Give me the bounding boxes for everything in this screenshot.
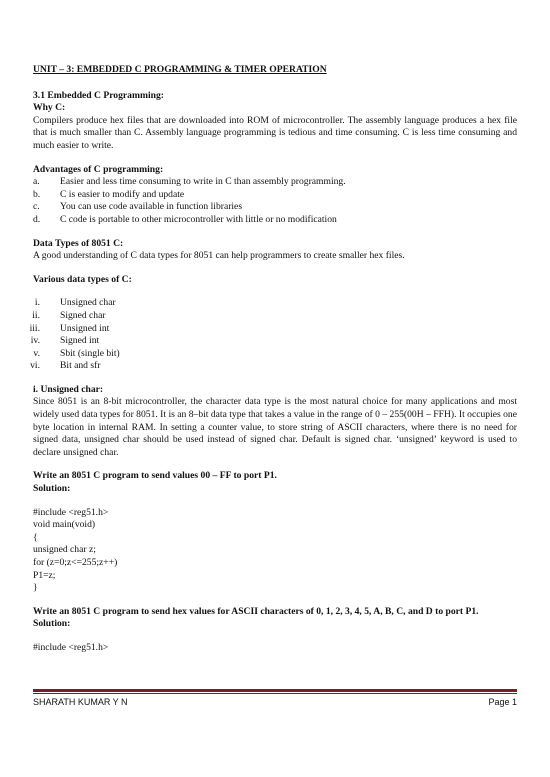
code-line: #include <reg51.h> [33, 506, 109, 518]
section-heading: 3.1 Embedded C Programming: [33, 89, 164, 101]
list-item [33, 176, 517, 189]
advantages-list [33, 176, 517, 226]
list-text: Unsigned char [60, 297, 116, 309]
program1-code [33, 507, 517, 595]
why-c-heading: Why C: [33, 102, 66, 114]
list-item [33, 214, 517, 227]
program1-solution-label: Solution: [33, 483, 71, 495]
list-marker: b. [33, 188, 41, 200]
list-text: Signed int [60, 335, 100, 347]
code-line: } [33, 582, 38, 594]
list-item [33, 297, 517, 310]
advantages-heading: Advantages of C programming: [33, 163, 164, 175]
list-marker: c. [33, 201, 40, 213]
footer-divider [33, 689, 517, 692]
datatypes-list [29, 297, 517, 373]
code-line: for (z=0;z<=255;z++) [33, 557, 118, 568]
list-marker: vi. [30, 360, 40, 372]
list-item [29, 322, 517, 336]
list-text: Easier and less time consuming to write in C than assembly programming. [60, 176, 346, 188]
why-c-paragraph: Compilers produce hex files that are downloaded into ROM of microcontroller. The assembly language produces a hex file that is much smaller than C. Assembly language programming is tedious and time consuming. C is less time consuming and much easier to write. [33, 114, 517, 151]
list-text: C code is portable to other microcontroller with little or no modification [60, 213, 337, 225]
program2-question: Write an 8051 C program to send hex values for ASCII characters of 0, 1, 2, 3, 4, 5, A, B, C, and D to port P1. [33, 605, 479, 617]
datatypes-paragraph: A good understanding of C data types for 8051 can help programmers to create smaller hex files. [33, 250, 405, 262]
list-marker: d. [33, 213, 41, 225]
datatypes-heading: Data Types of 8051 C: [33, 237, 124, 249]
various-datatypes-heading: Various data types of C: [33, 273, 132, 285]
footer-divider-thin [33, 693, 517, 694]
unsigned-char-paragraph: Since 8051 is an 8-bit microcontroller, the character data type is the most natural choice for many applications and most widely used data types for 8051. It is an 8–bit data type that takes a value in the range of 0 – 255(00H – FFH). It occupies one byte location in internal RAM. In setting a counter value, to store string of ASCII characters, where there is no need for signed data, unsigned char should be used instead of signed char. Default is signed char. ‘unsigned’ keyword is used to declare unsigned char. [33, 396, 517, 458]
list-text: You can use code available in function libraries [60, 201, 243, 213]
list-marker: a. [33, 176, 40, 188]
page-content [29, 64, 517, 655]
unsigned-char-heading: i. Unsigned char: [33, 383, 104, 395]
list-text: Unsigned int [60, 322, 110, 334]
code-line: void main(void) [33, 519, 96, 531]
program2-solution-label: Solution: [33, 618, 71, 630]
page-footer [33, 697, 517, 707]
code-line: #include <reg51.h> [33, 641, 109, 653]
list-item [33, 348, 517, 361]
list-marker: ii. [32, 309, 40, 321]
list-item [33, 310, 517, 323]
list-text: C is easier to modify and update [60, 188, 185, 200]
list-marker: v. [33, 347, 40, 359]
list-item [30, 335, 517, 348]
footer-author: SHARATH KUMAR Y N [33, 697, 128, 707]
code-line: P1=z; [33, 569, 56, 581]
list-marker: i. [34, 297, 40, 309]
unit-title: UNIT – 3: EMBEDDED C PROGRAMMING & TIMER OPERATION [33, 64, 327, 75]
list-text: Bit and sfr [60, 360, 101, 372]
program2-code [33, 642, 517, 655]
code-line: unsigned char z; [33, 544, 96, 556]
list-marker: iii. [29, 322, 40, 334]
program1-question: Write an 8051 C program to send values 00 – FF to port P1. [33, 470, 277, 482]
code-line: { [33, 531, 38, 543]
list-text: Signed char [60, 309, 106, 321]
page-number: Page 1 [488, 697, 517, 707]
list-text: Sbit (single bit) [60, 347, 120, 359]
list-item [33, 201, 517, 214]
list-item [30, 360, 517, 373]
list-item [33, 189, 517, 202]
list-marker: iv. [30, 335, 40, 347]
